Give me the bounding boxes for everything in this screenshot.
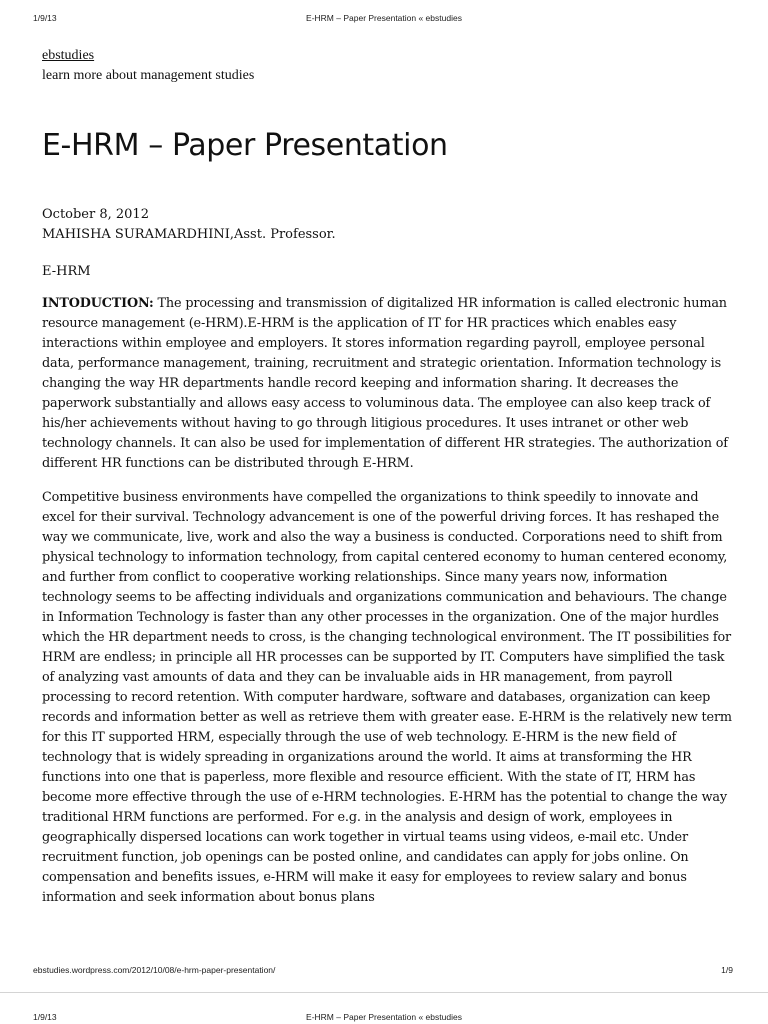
post-meta [42,205,732,245]
post-author: MAHISHA SURAMARDHINI,Asst. Professor. [42,227,336,242]
print-footer [33,965,735,979]
post-date: October 8, 2012 [42,207,149,222]
next-print-date: 1/9/13 [33,1012,57,1022]
page-divider [0,992,768,993]
next-page-header [33,1012,735,1024]
site-name-link[interactable]: ebstudies [42,48,95,63]
intro-text: The processing and transmission of digitalized HR information is called electronic human resource management (e-HRM).E-HRM is the application of IT for HR practices which enables easy interactions within employee and employers. It stores information regarding payroll, employee personal data, performance management, training, recruitment and strategic orientation. Information technology is changing the way HR departments handle record keeping and information sharing. It decreases the paperwork substantially and allows easy access to voluminous data. The employee can also keep track of his/her achievements without having to go through litigious procedures. It uses intranet or other web technology channels. It can also be used for implementation of different HR strategies. The authorization of different HR functions can be distributed through E-HRM. [42,296,728,471]
page-number: 1/9 [721,965,733,975]
intro-label: INTODUCTION: [42,296,154,311]
next-print-page-title: E-HRM – Paper Presentation « ebstudies [306,1012,462,1022]
page-content [42,44,732,908]
site-tagline: learn more about management studies [42,68,255,83]
intro-paragraph [42,294,732,474]
print-page-title: E-HRM – Paper Presentation « ebstudies [306,13,462,23]
print-date: 1/9/13 [33,13,57,23]
post-title: E-HRM – Paper Presentation [42,128,448,163]
print-url: ebstudies.wordpress.com/2012/10/08/e-hrm-paper-presentation/ [33,965,276,975]
body-paragraph: Competitive business environments have compelled the organizations to think speedily to innovate and excel for their survival. Technology advancement is one of the powerful driving forces. It has reshaped the way we communicate, live, work and also the way a business is conducted. Corporations need to shift from physical technology to information technology, from capital centered economy to human centered economy, and further from conflict to cooperative working relationships. Since many years now, information technology seems to be affecting individuals and organizations communication and behaviours. The change in Information Technology is faster than any other processes in the organization. One of the major hurdles which the HR department needs to cross, is the changing technological environment. The IT possibilities for HRM are endless; in principle all HR processes can be supported by IT. Computers have simplified the task of analyzing vast amounts of data and they can be invaluable aids in HR management, from payroll processing to record retention. With computer hardware, software and databases, organization can keep records and information better as well as retrieve them with greater ease. E-HRM is the relatively new term for this IT supported HRM, especially through the use of web technology. E-HRM is the new field of technology that is widely spreading in organizations around the world. It aims at transforming the HR functions into one that is paperless, more flexible and resource efficient. With the state of IT, HRM has become more effective through the use of e-HRM technologies. E-HRM has the potential to change the way traditional HRM functions are performed. For e.g. in the analysis and design of work, employees in geographically dispersed locations can work together in virtual teams using videos, e-mail etc. Under recruitment function, job openings can be posted online, and candidates can apply for jobs online. On compensation and benefits issues, e-HRM will make it easy for employees to review salary and bonus information and seek information about bonus plans [42,490,732,905]
section-heading: E-HRM [42,264,91,279]
print-header [33,13,735,27]
